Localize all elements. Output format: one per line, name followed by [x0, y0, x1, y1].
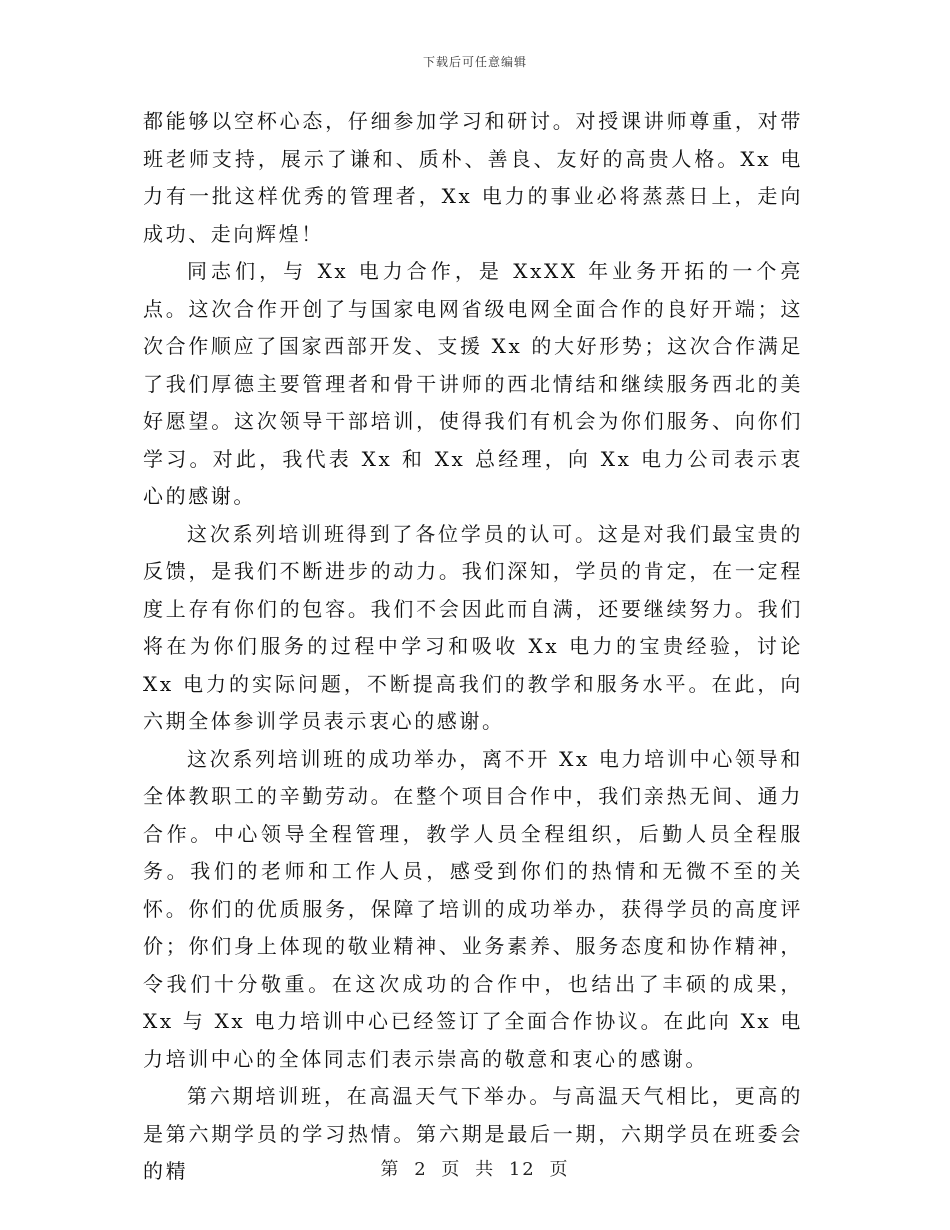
- page-header: 下载后可任意编辑: [422, 55, 527, 69]
- paragraph-5: 第六期培训班，在高温天气下举办。与高温天气相比，更高的是第六期学员的学习热情。第六期是最后一期，六期学员在班委会的精: [143, 1084, 803, 1183]
- paragraph-4: 这次系列培训班的成功举办，离不开 Xx 电力培训中心领导和全体教职工的辛勤劳动。在整个项目合作中，我们亲热无间、通力合作。中心领导全程管理，教学人员全程组织，后勤人员全程服务。我们的老师和工作人员，感受到你们的热情和无微不至的关怀。你们的优质服务，保障了培训的成功举办，获得学员的高度评价；你们身上体现的敬业精神、业务素养、服务态度和协作精神，令我们十分敬重。在这次成功的合作中，也结出了丰硕的成果，Xx 与 Xx 电力培训中心已经签订了全面合作协议。在此向 Xx 电力培训中心的全体同志们表示崇高的敬意和衷心的感谢。: [143, 746, 803, 1071]
- paragraph-1: 都能够以空杯心态，仔细参加学习和研讨。对授课讲师尊重，对带班老师支持，展示了谦和、质朴、善良、友好的高贵人格。Xx 电力有一批这样优秀的管理者，Xx 电力的事业必将蒸蒸日上，走向成功、走向辉煌！: [143, 109, 803, 246]
- document-body: [143, 103, 803, 1191]
- paragraph-2: 同志们，与 Xx 电力合作，是 XxXX 年业务开拓的一个亮点。这次合作开创了与国家电网省级电网全面合作的良好开端；这次合作顺应了国家西部开发、支援 Xx 的大好形势；这次合作满足了我们厚德主要管理者和骨干讲师的西北情结和继续服务西北的美好愿望。这次领导干部培训，使得我们有机会为你们服务、向你们学习。对此，我代表 Xx 和 Xx 总经理，向 Xx 电力公司表示衷心的感谢。: [143, 259, 803, 508]
- paragraph-3: 这次系列培训班得到了各位学员的认可。这是对我们最宝贵的反馈，是我们不断进步的动力。我们深知，学员的肯定，在一定程度上存有你们的包容。我们不会因此而自满，还要继续努力。我们将在为你们服务的过程中学习和吸收 Xx 电力的宝贵经验，讨论 Xx 电力的实际问题，不断提高我们的教学和服务水平。在此，向六期全体参训学员表示衷心的感谢。: [143, 521, 803, 733]
- page-number-footer: 第 2 页 共 12 页: [380, 1159, 570, 1180]
